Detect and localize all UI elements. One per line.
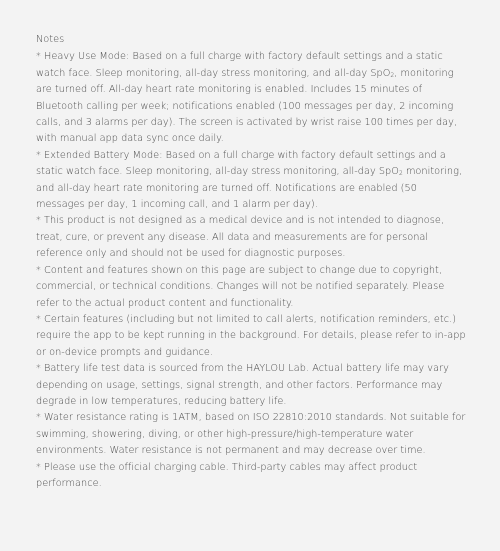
note-medical-disclaimer: * This product is not designed as a medical device and is not intended to diagnose, treat, cure, or prevent any disease. All data and measurements are for personal reference only and should not be used for diagnostic purposes. xyxy=(36,215,444,260)
note-battery-life: * Battery life test data is sourced from the HAYLOU Lab. Actual battery life may vary depending on usage, settings, signal strength, and other factors. Performance may degrade in low temperatures, reducing battery life. xyxy=(36,363,449,407)
note-content-change: * Content and features shown on this page are subject to change due to copyright, commercial, or technical conditions. Changes will not be notified separately. Please refer to the actual product content and functionality. xyxy=(36,264,445,309)
note-background-features: * Certain features (including but not limited to call alerts, notification reminders, etc.) require the app to be kept running in the background. For details, please refer to in-app or on-device prompts and guidance. xyxy=(36,313,466,358)
note-charging-cable: * Please use the official charging cable. Third-party cables may affect product performance. xyxy=(36,461,418,489)
note-heavy-use-mode: * Heavy Use Mode: Based on a full charge with factory default settings and a static watch face. Sleep monitoring, all-day stress monitoring, and all-day SpO$_2$, monitoring are turned off. All-day heart rate monitoring is enabled. Includes 15 minutes of Bluetooth calling per week; notifications enabled (100 messages per day, 2 incoming calls, and 3 alarms per day). The screen is activated by wrist raise 100 times per day, with manual app data sync once daily. xyxy=(36,51,458,145)
note-water-resistance: * Water resistance rating is 1ATM, based on ISO 22810:2010 standards. Not suitable for swimming, showering, diving, or other high-pressure/high-temperature water environments. Water resistance is not permanent and may decrease over time. xyxy=(36,412,466,457)
note-extended-battery-mode: * Extended Battery Mode: Based on a full charge with factory default settings and a static watch face. Sleep monitoring, all-day stress monitoring, all-day SpO$_2$ monitoring, and all-day heart rate monitoring are turned off. Notifications are enabled (50 messages per day, 1 incoming call, and 1 alarm per day). xyxy=(36,149,463,211)
notes-title: Notes xyxy=(36,34,65,45)
notes-section xyxy=(36,32,468,492)
